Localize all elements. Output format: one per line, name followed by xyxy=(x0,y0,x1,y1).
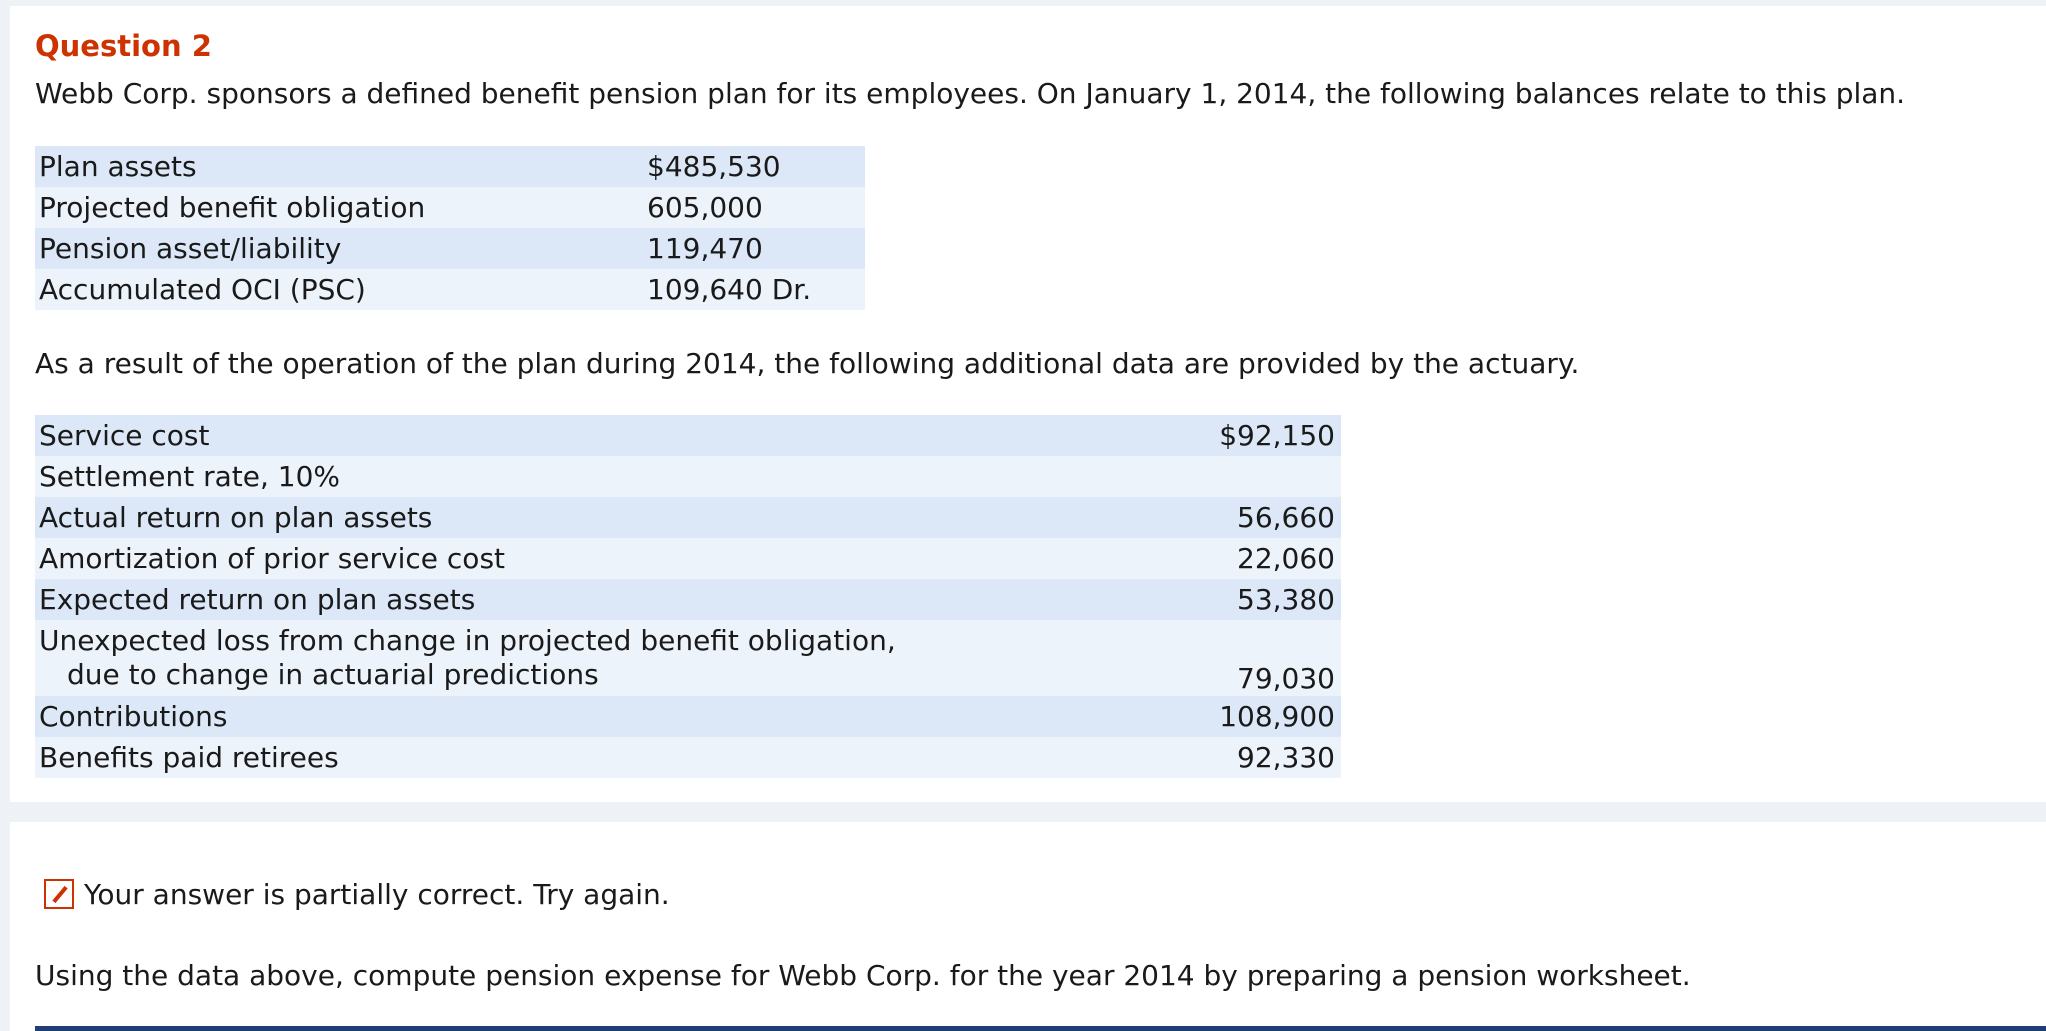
actuary-label: Actual return on plan assets xyxy=(35,497,1174,538)
answer-panel xyxy=(10,822,2046,1031)
actuary-value: 79,030 xyxy=(1174,620,1341,696)
actuary-value: 108,900 xyxy=(1174,696,1341,737)
actuary-value: 56,660 xyxy=(1174,497,1341,538)
actuary-label-multiline xyxy=(35,620,1174,696)
table-row xyxy=(35,579,1341,620)
instruction-text: Using the data above, compute pension expense for Webb Corp. for the year 2014 by preparing a pension worksheet. xyxy=(35,959,1691,992)
balance-label: Plan assets xyxy=(35,146,639,187)
table-row xyxy=(35,415,1341,456)
balance-value: 119,470 xyxy=(639,228,865,269)
balance-value: 605,000 xyxy=(639,187,865,228)
table-row xyxy=(35,228,865,269)
actuary-label: Contributions xyxy=(35,696,1174,737)
table-row xyxy=(35,456,1341,497)
divider xyxy=(35,1026,2046,1031)
actuary-label: Unexpected loss from change in projected benefit obligation, xyxy=(39,624,896,657)
balance-label: Accumulated OCI (PSC) xyxy=(35,269,639,310)
balances-table xyxy=(35,146,865,310)
table-row xyxy=(35,538,1341,579)
table-row xyxy=(35,737,1341,778)
actuary-label: Expected return on plan assets xyxy=(35,579,1174,620)
balance-value: 109,640 Dr. xyxy=(639,269,865,310)
actuary-value: 22,060 xyxy=(1174,538,1341,579)
table-row xyxy=(35,187,865,228)
actuary-label: Settlement rate, 10% xyxy=(35,456,1174,497)
table-row xyxy=(35,146,865,187)
table-row xyxy=(35,696,1341,737)
actuary-label: Amortization of prior service cost xyxy=(35,538,1174,579)
feedback-text: Your answer is partially correct. Try again. xyxy=(84,877,670,911)
balance-label: Pension asset/liability xyxy=(35,228,639,269)
question-intro: Webb Corp. sponsors a defined benefit pension plan for its employees. On January 1, 2014, the following balances relate to this plan. xyxy=(35,77,1906,110)
actuary-value xyxy=(1174,456,1341,497)
actuary-intro: As a result of the operation of the plan during 2014, the following additional data are provided by the actuary. xyxy=(35,347,1580,380)
pencil-icon xyxy=(44,879,74,909)
actuary-label: Service cost xyxy=(35,415,1174,456)
actuary-label: Benefits paid retirees xyxy=(35,737,1174,778)
table-row xyxy=(35,620,1341,696)
table-row xyxy=(35,269,865,310)
table-row xyxy=(35,497,1341,538)
actuary-value: 92,330 xyxy=(1174,737,1341,778)
feedback-message xyxy=(44,876,670,912)
actuary-value: 53,380 xyxy=(1174,579,1341,620)
actuary-table xyxy=(35,415,1341,778)
balance-label: Projected benefit obligation xyxy=(35,187,639,228)
question-title: Question 2 xyxy=(35,29,212,63)
balance-value: $485,530 xyxy=(639,146,865,187)
actuary-value: $92,150 xyxy=(1174,415,1341,456)
actuary-label-continued: due to change in actuarial predictions xyxy=(67,658,599,691)
